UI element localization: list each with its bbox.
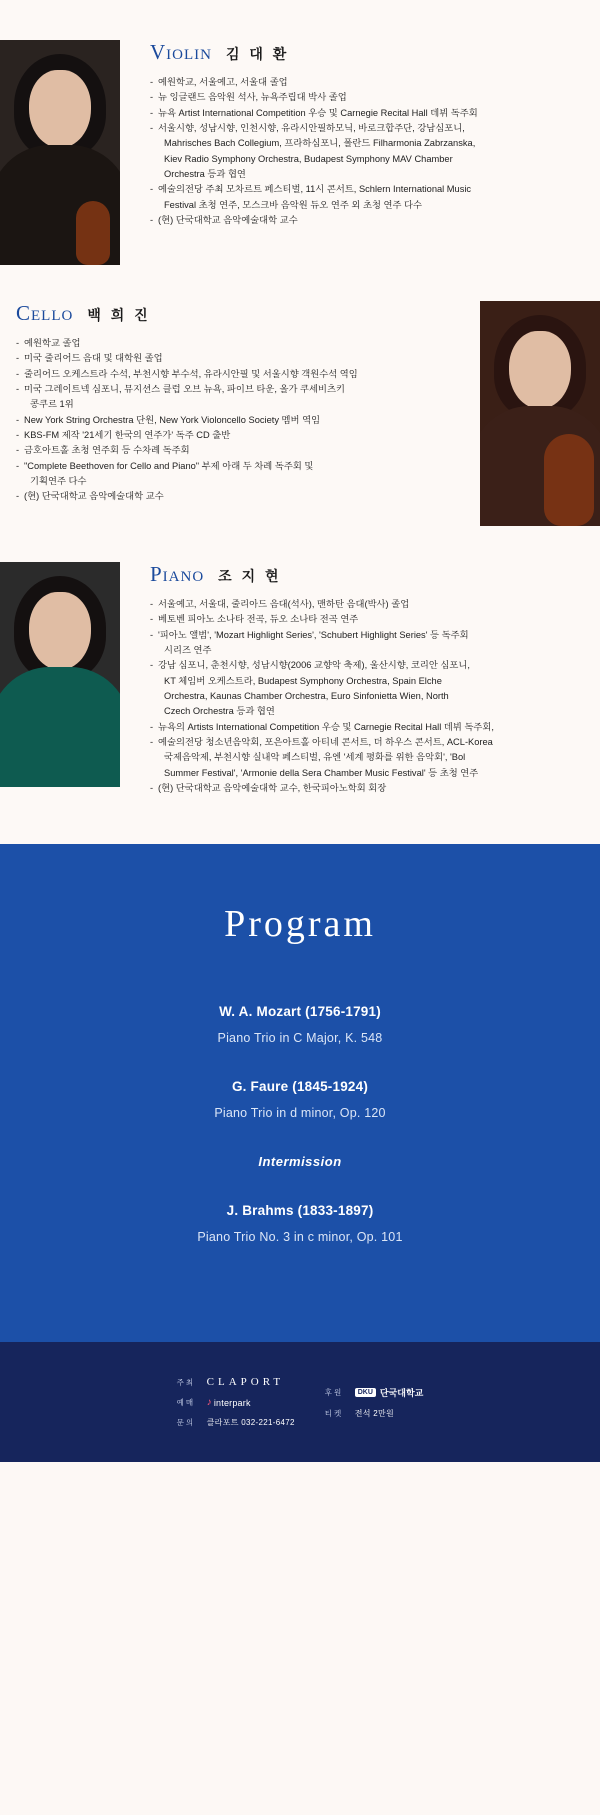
piece-composer: G. Faure (1845-1924): [231, 1079, 369, 1095]
bio-line: - KBS-FM 제작 '21세기 한국의 연주가' 독주 CD 출반: [16, 428, 462, 443]
performer-photo-violin: [0, 40, 120, 265]
bio-line: Kiev Radio Symphony Orchestra, Budapest Symphony MAV Chamber: [164, 153, 453, 164]
footer-right-column: [325, 1386, 424, 1419]
performer-bio-cello: [16, 336, 462, 505]
piece-composer: W. A. Mozart (1756-1791): [219, 1004, 381, 1020]
bio-line: - 서울시향, 성남시향, 인천시향, 유라시안필하모닉, 바로크합주단, 강남심포니,: [150, 121, 580, 136]
bio-line: - 베토벤 피아노 소나타 전곡, 듀오 소나타 전곡 연주: [150, 612, 580, 627]
bio-line: - 미국 줄리어드 음대 및 대학원 졸업: [16, 351, 462, 366]
bio-line: KT 체임버 오케스트라, Budapest Symphony Orchestra, Spain Elche: [164, 675, 442, 686]
program-piece: [0, 1203, 600, 1244]
bio-line: - 뉴 잉글랜드 음악원 석사, 뉴욕주립대 박사 졸업: [150, 90, 580, 105]
performer-name-cello: 백 희 진: [87, 307, 151, 323]
bio-line: - 서울예고, 서울대, 줄리아드 음대(석사), 맨하탄 음대(박사) 졸업: [150, 597, 580, 612]
bio-line: Czech Orchestra 등과 협연: [164, 706, 275, 717]
bio-line: - (현) 단국대학교 음악예술대학 교수: [16, 489, 462, 504]
performers-section: [0, 0, 600, 844]
bio-line: - (현) 단국대학교 음악예술대학 교수: [150, 213, 580, 228]
performer-name-violin: 김 대 환: [225, 46, 290, 62]
bio-line: - New York String Orchestra 단원, New York Violoncello Society 멤버 역임: [16, 413, 462, 428]
footer-host-label: 주최: [176, 1377, 196, 1387]
performer-heading-violin: [150, 40, 580, 65]
performer-part-cello: Cello: [16, 301, 74, 325]
program-piece: [0, 1079, 600, 1120]
interpark-label: interpark: [213, 1397, 251, 1408]
performer-cello: [0, 301, 600, 544]
footer: [0, 1342, 600, 1462]
bio-line: - (현) 단국대학교 음악예술대학 교수, 한국피아노학회 회장: [150, 781, 580, 796]
piece-work: Piano Trio No. 3 in c minor, Op. 101: [197, 1230, 403, 1245]
bio-line: - 예원학교, 서울예고, 서울대 졸업: [150, 75, 580, 90]
program-section: [0, 844, 600, 1342]
performer-piano: [0, 562, 600, 814]
bio-line: 콩쿠르 1위: [30, 399, 74, 410]
interpark-logo[interactable]: [207, 1397, 251, 1408]
performer-photo-cello: [480, 301, 600, 526]
bio-line: - 줄리어드 오케스트라 수석, 부천시향 부수석, 유라시안필 및 서울시향 객원수석 역임: [16, 367, 462, 382]
performer-photo-piano: [0, 562, 120, 787]
footer-sponsor: [325, 1386, 424, 1399]
bio-line: - 뉴욕 Artist International Competition 우승 및 Carnegie Recital Hall 데뷔 독주회: [150, 106, 580, 121]
bio-line: Orchestra 등과 협연: [164, 168, 246, 179]
program-piece: [0, 1004, 600, 1045]
bio-line: Festival 초청 연주, 모스크바 음악원 듀오 연주 외 초청 연주 다수: [164, 199, 423, 210]
piece-composer: J. Brahms (1833-1897): [226, 1203, 374, 1219]
performer-violin: [0, 40, 600, 283]
bio-line: Summer Festival', 'Armonie della Sera Chamber Music Festival' 등 초청 연주: [164, 767, 479, 778]
footer-host: [177, 1376, 295, 1388]
bio-line: 국제음악제, 부천시향 실내악 페스티벌, 유엔 '세계 평화를 위한 음악회', 'Bol: [164, 752, 466, 763]
interpark-mark-icon: ♪: [206, 1397, 212, 1409]
bio-line: - 예술의전당 주최 모차르트 페스티벌, 11시 콘서트, Schlern International Music: [150, 182, 580, 197]
bio-line: - "Complete Beethoven for Cello and Piano" 부제 아래 두 차례 독주회 및: [16, 459, 462, 474]
footer-left-column: [177, 1376, 295, 1428]
bio-line: 기획연주 다수: [30, 475, 87, 486]
bio-line: - 금호아트홀 초청 연주회 등 수차례 독주회: [16, 443, 462, 458]
footer-ticketing: [177, 1397, 295, 1408]
performer-heading-cello: [16, 301, 462, 326]
performer-heading-piano: [150, 562, 580, 587]
footer-ticket-label: 티켓: [324, 1408, 344, 1418]
footer-sponsor-label: 후원: [324, 1387, 344, 1397]
performer-bio-violin: [150, 75, 580, 228]
bio-line: - 뉴욕의 Artists International Competition 우승 및 Carnegie Recital Hall 데뷔 독주회,: [150, 720, 580, 735]
footer-contact-label: 문의: [176, 1418, 196, 1428]
intermission-label: Intermission: [258, 1154, 342, 1170]
program-title: Program: [224, 903, 376, 946]
footer-contact-value: 클라포트 032-221-6472: [206, 1418, 295, 1428]
piece-work: Piano Trio in C Major, K. 548: [217, 1031, 383, 1046]
bio-line: - '피아노 앨범', 'Mozart Highlight Series', 'Schubert Highlight Series' 등 독주회: [150, 628, 580, 643]
bio-line: - 예술의전당 청소년음악회, 포은아트홀 아티네 콘서트, 더 하우스 콘서트, ACL-Korea: [150, 735, 580, 750]
dankook-logo: [355, 1386, 424, 1399]
bio-line: Mahrisches Bach Collegium, 프라하심포니, 폴란드 Filharmonia Zabrzanska,: [164, 138, 476, 149]
footer-ticket-price: [325, 1408, 424, 1419]
performer-bio-piano: [150, 597, 580, 796]
bio-line: 시리즈 연주: [164, 644, 212, 655]
dankook-label: 단국대학교: [379, 1387, 424, 1398]
performer-part-piano: Piano: [150, 562, 205, 586]
performer-part-violin: Violin: [150, 40, 212, 64]
bio-line: - 예원학교 졸업: [16, 336, 462, 351]
footer-ticketing-label: 예매: [176, 1398, 196, 1408]
performer-name-piano: 조 지 현: [218, 568, 282, 584]
bio-line: - 강남 심포니, 춘천시향, 성남시향(2006 교향악 축제), 울산시향, 코리안 심포니,: [150, 658, 580, 673]
bio-line: Orchestra, Kaunas Chamber Orchestra, Euro Sinfonietta Wien, North: [164, 690, 449, 701]
bio-line: - 미국 그레이트넥 심포니, 뮤지션스 클럽 오브 뉴욕, 파이브 타운, 올가 쿠세비츠키: [16, 382, 462, 397]
claport-logo: CLAPORT: [206, 1376, 285, 1389]
footer-ticket-value: 전석 2만원: [354, 1408, 395, 1418]
dankook-badge-icon: DKU: [355, 1388, 376, 1397]
footer-contact: [177, 1417, 295, 1428]
piece-work: Piano Trio in d minor, Op. 120: [214, 1106, 386, 1121]
